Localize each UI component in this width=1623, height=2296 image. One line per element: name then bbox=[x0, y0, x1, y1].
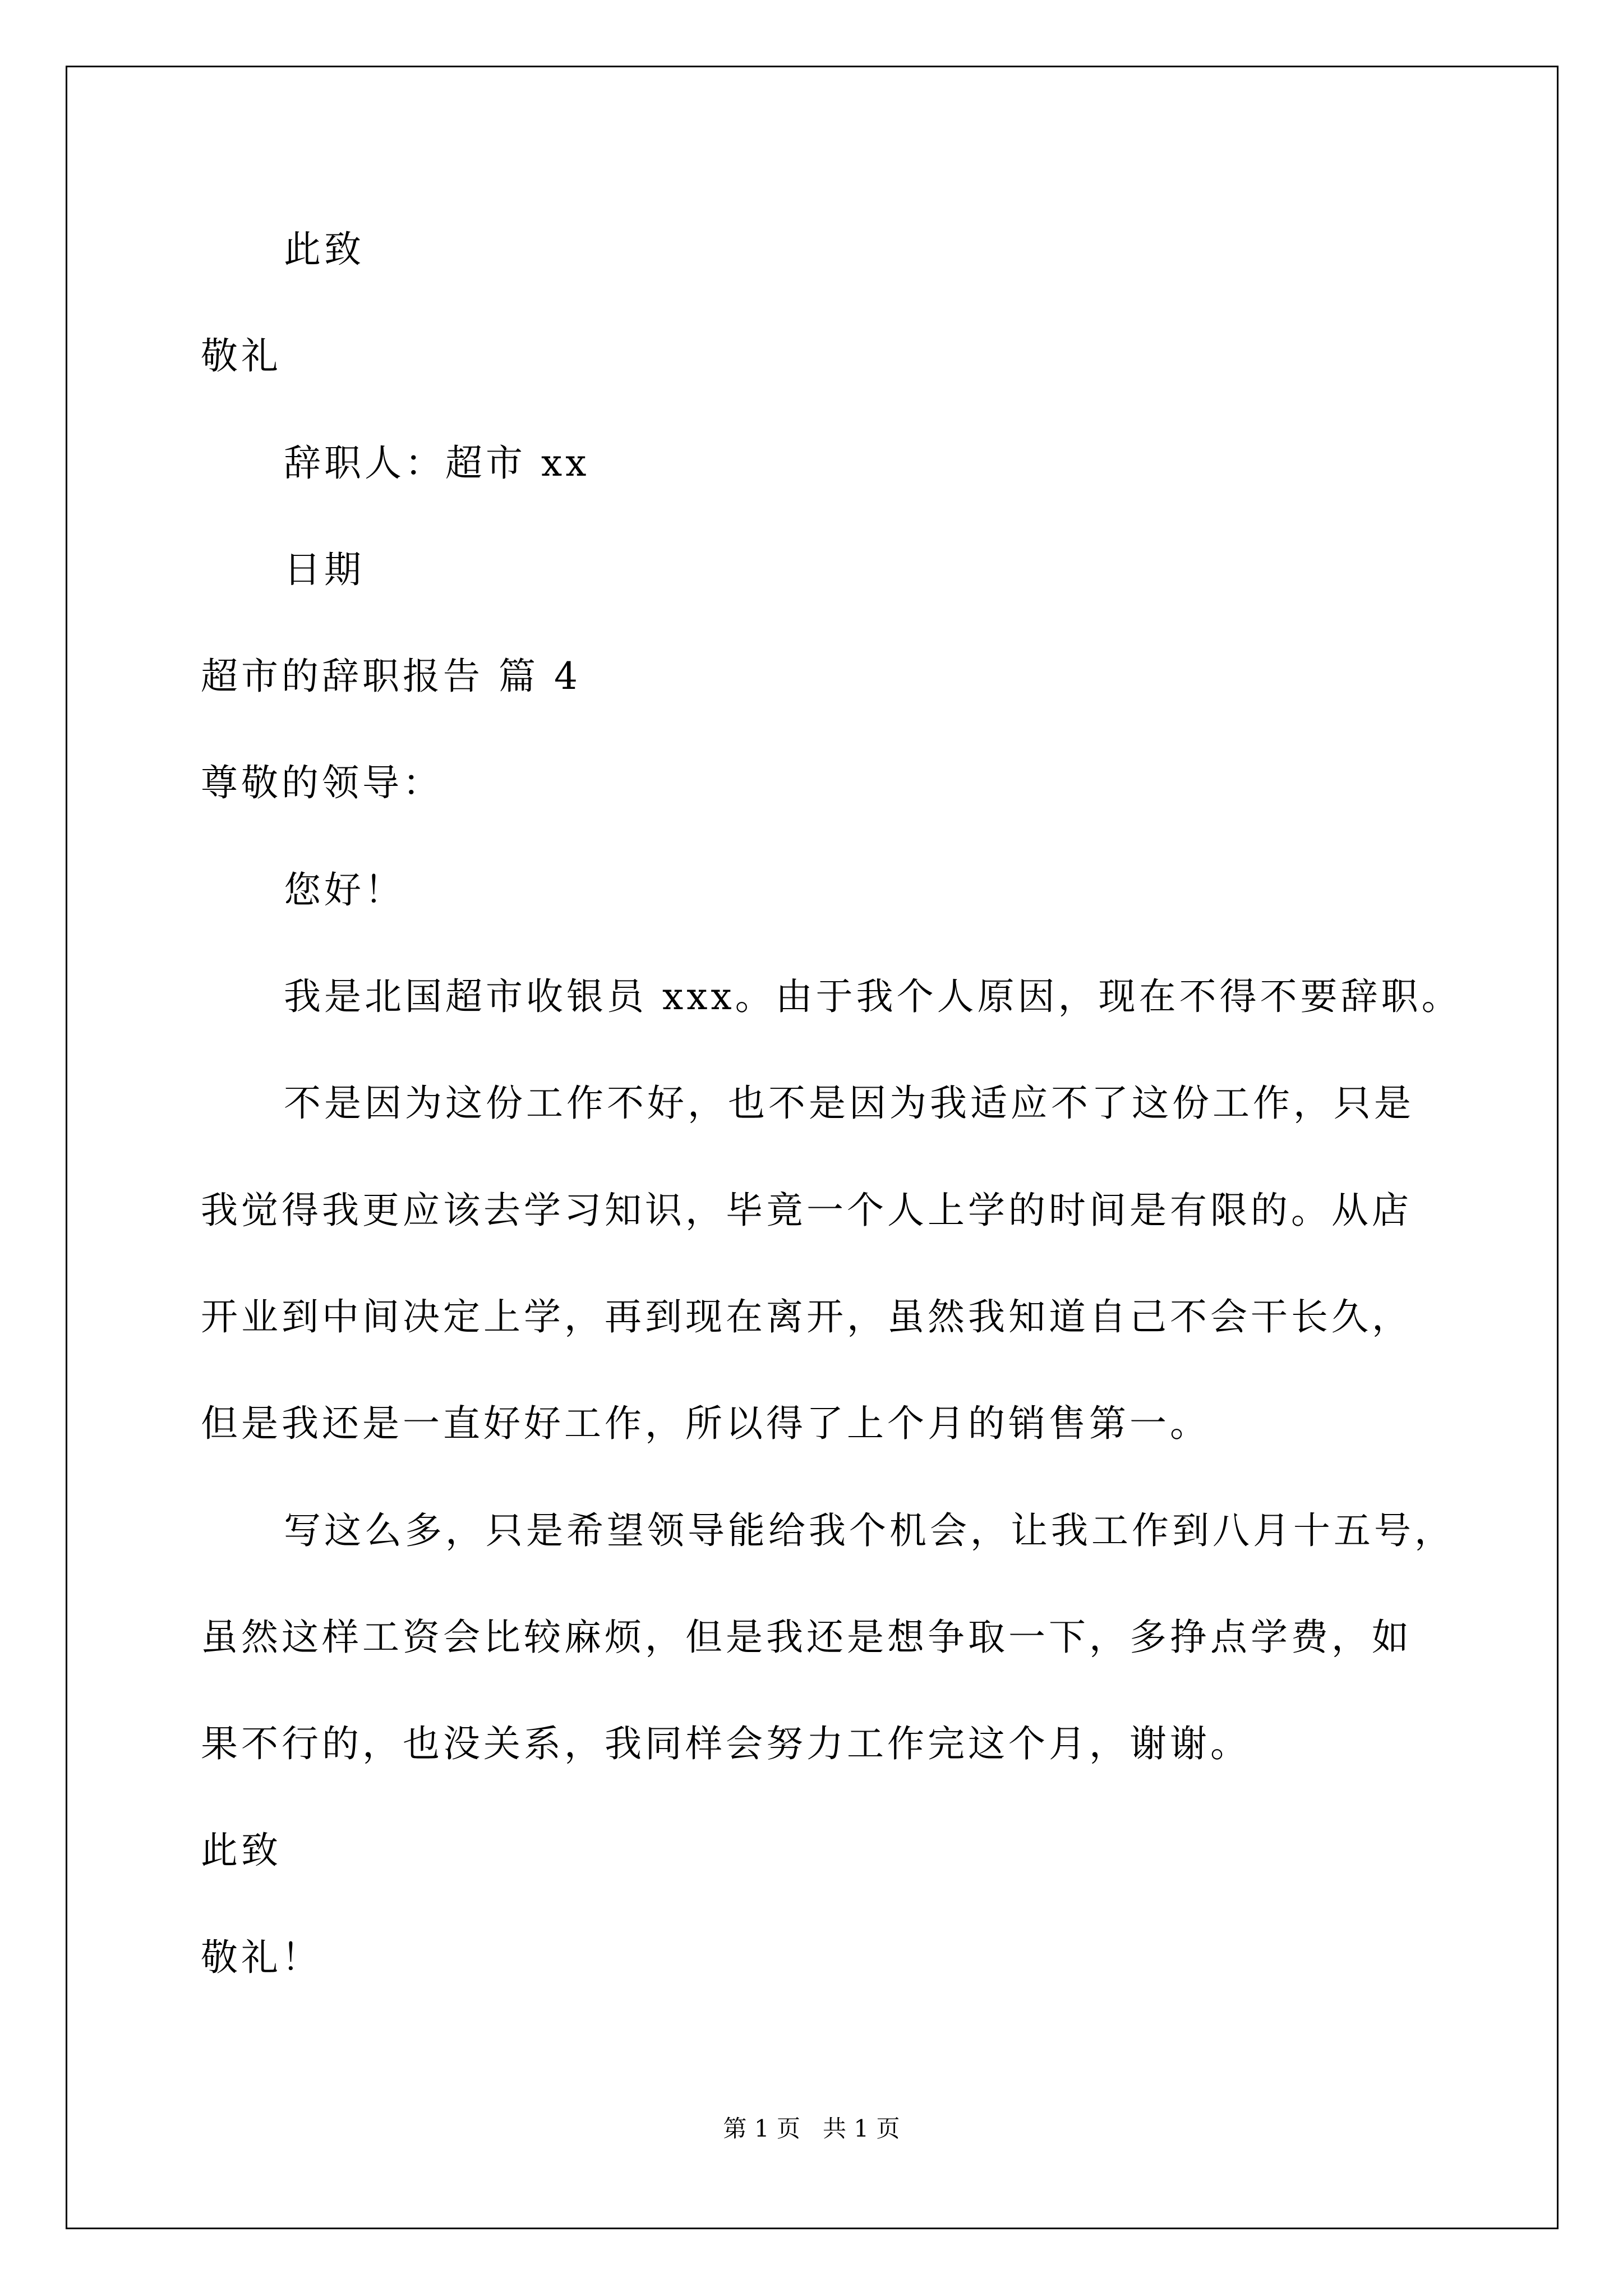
greeting-recipient: 尊敬的领导： bbox=[201, 761, 443, 804]
paragraph-line: 但是我还是一直好好工作，所以得了上个月的销售第一。 bbox=[201, 1402, 1210, 1445]
closing-respect: 敬礼 bbox=[201, 334, 282, 378]
paragraph-line: 写这么多，只是希望领导能给我个机会，让我工作到八月十五号， bbox=[284, 1509, 1455, 1552]
closing-salutation: 此致 bbox=[284, 228, 365, 271]
section-heading: 超市的辞职报告 篇 4 bbox=[201, 655, 581, 698]
paragraph-line: 虽然这样工资会比较麻烦，但是我还是想争取一下，多挣点学费，如 bbox=[201, 1616, 1412, 1659]
page-border bbox=[66, 66, 1559, 2229]
greeting-hello: 您好！ bbox=[284, 868, 405, 912]
paragraph-line: 我是北国超市收银员 xxx。由于我个人原因，现在不得不要辞职。 bbox=[284, 975, 1462, 1018]
date-line: 日期 bbox=[284, 548, 365, 591]
paragraph-line: 我觉得我更应该去学习知识，毕竟一个人上学的时间是有限的。从店 bbox=[201, 1189, 1412, 1232]
closing-respect: 敬礼！ bbox=[201, 1936, 322, 1979]
paragraph-line: 不是因为这份工作不好，也不是因为我适应不了这份工作，只是 bbox=[284, 1082, 1414, 1125]
signature-line: 辞职人：超市 xx bbox=[284, 441, 590, 485]
closing-salutation: 此致 bbox=[201, 1829, 282, 1872]
paragraph-line: 开业到中间决定上学，再到现在离开，虽然我知道自己不会干长久， bbox=[201, 1295, 1412, 1338]
page-number-footer: 第 1 页 共 1 页 bbox=[723, 2115, 900, 2142]
paragraph-line: 果不行的，也没关系，我同样会努力工作完这个月，谢谢。 bbox=[201, 1722, 1251, 1765]
